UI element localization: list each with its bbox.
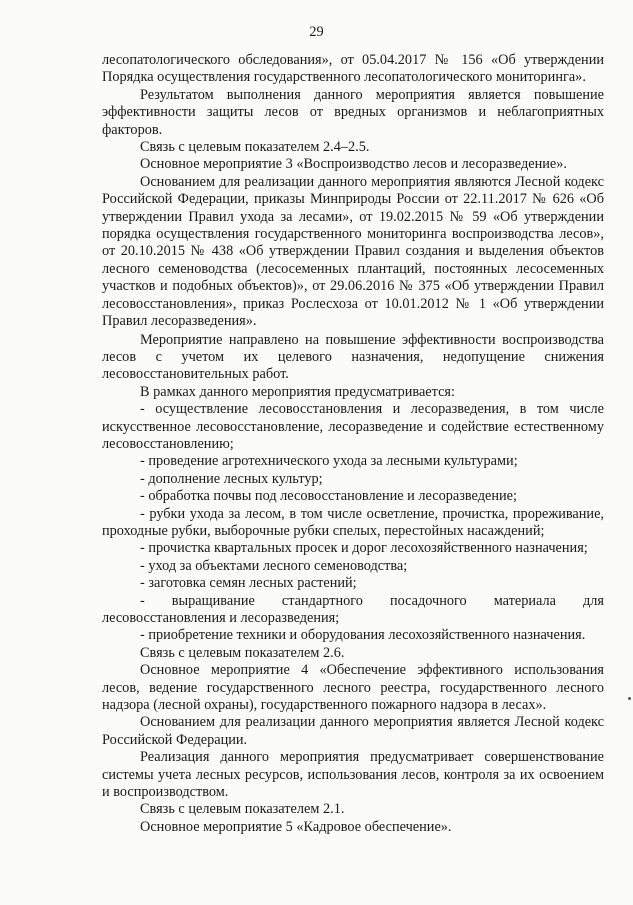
list-item: - уход за объектами лесного семеноводства; (140, 557, 408, 574)
paragraph-implementation: Реализация данного мероприятия предусматривает совершенствование системы учета лесных ресурсов, использования лесов, контроля за их освоением и воспроизводством. (102, 749, 604, 801)
paragraph-main-activity-5: Основное мероприятие 5 «Кадровое обеспечение». (140, 818, 452, 835)
list-item: - дополнение лесных культур; (140, 470, 323, 487)
list-item: - проведение агротехнического ухода за лесными культурами; (140, 453, 518, 470)
list-item: - обработка почвы под лесовосстановление и лесоразведение; (140, 488, 517, 505)
list-item: - рубки ухода за лесом, в том числе осветление, прочистка, прореживание, проходные рубки, выборочные рубки спелых, перестойных насаждений; (102, 505, 604, 539)
list-item: - заготовка семян лесных растений; (140, 575, 357, 592)
paragraph-result: Результатом выполнения данного мероприятия является повышение эффективности защиты лесов от вредных организмов и неблагоприятных факторов. (102, 86, 604, 138)
list-item: - прочистка квартальных просек и дорог лесохозяйственного назначения; (140, 540, 588, 557)
paragraph-main-activity-4: Основное мероприятие 4 «Обеспечение эффективного использования лесов, ведение государственного лесного реестра, государственного лесного надзора (лесной охраны), государственного пожарного надзора в лесах». (102, 662, 604, 714)
paragraph-link-indicator: Связь с целевым показателем 2.4–2.5. (140, 139, 370, 156)
paragraph-link-indicator: Связь с целевым показателем 2.6. (140, 644, 345, 661)
scan-speck (628, 697, 631, 700)
list-item: - осуществление лесовосстановления и лесоразведения, в том числе искусственное лесовосстановление, лесоразведение и содействие естественному лесовосстановлению; (102, 401, 604, 452)
list-item: - приобретение техники и оборудования лесохозяйственного назначения. (140, 627, 586, 644)
paragraph-monitoring-order: лесопатологического обследования», от 05.04.2017 № 156 «Об утверждении Порядка осуществления государственного лесопатологического мониторинга». (102, 52, 604, 86)
paragraph-legal-basis: Основанием для реализации данного мероприятия является Лесной кодекс Российской Федерации. (102, 714, 604, 748)
paragraph-main-activity-3: Основное мероприятие 3 «Воспроизводство лесов и лесоразведение». (140, 156, 567, 173)
list-item: - выращивание стандартного посадочного материала для лесовосстановления и лесоразведения; (102, 592, 604, 626)
page-number: 29 (309, 24, 324, 40)
paragraph-activity-purpose: Мероприятие направлено на повышение эффективности воспроизводства лесов с учетом их целевого назначения, недопущение снижения лесовосстановительных работ. (102, 331, 604, 383)
document-body (102, 52, 604, 836)
paragraph-link-indicator: Связь с целевым показателем 2.1. (140, 801, 345, 818)
paragraph-legal-basis: Основанием для реализации данного мероприятия являются Лесной кодекс Российской Федерации, приказы Минприроды России от 22.11.2017 № 626 «Об утверждении Правил ухода за лесами», от 19.02.2015 № 59 «Об утверждении порядка осуществления государственного мониторинга воспроизводства лесов», от 20.10.2015 № 438 «Об утверждении Правил создания и выделения объектов лесного семеноводства (лесосеменных плантаций, постоянных лесосеменных участков и подобных объектов)», от 29.06.2016 № 375 «Об утверждении Правил лесовосстановления», приказ Рослесхоза от 10.01.2012 № 1 «Об утверждении Правил лесоразведения». (102, 173, 604, 330)
paragraph-provisions-intro: В рамках данного мероприятия предусматривается: (140, 383, 455, 400)
